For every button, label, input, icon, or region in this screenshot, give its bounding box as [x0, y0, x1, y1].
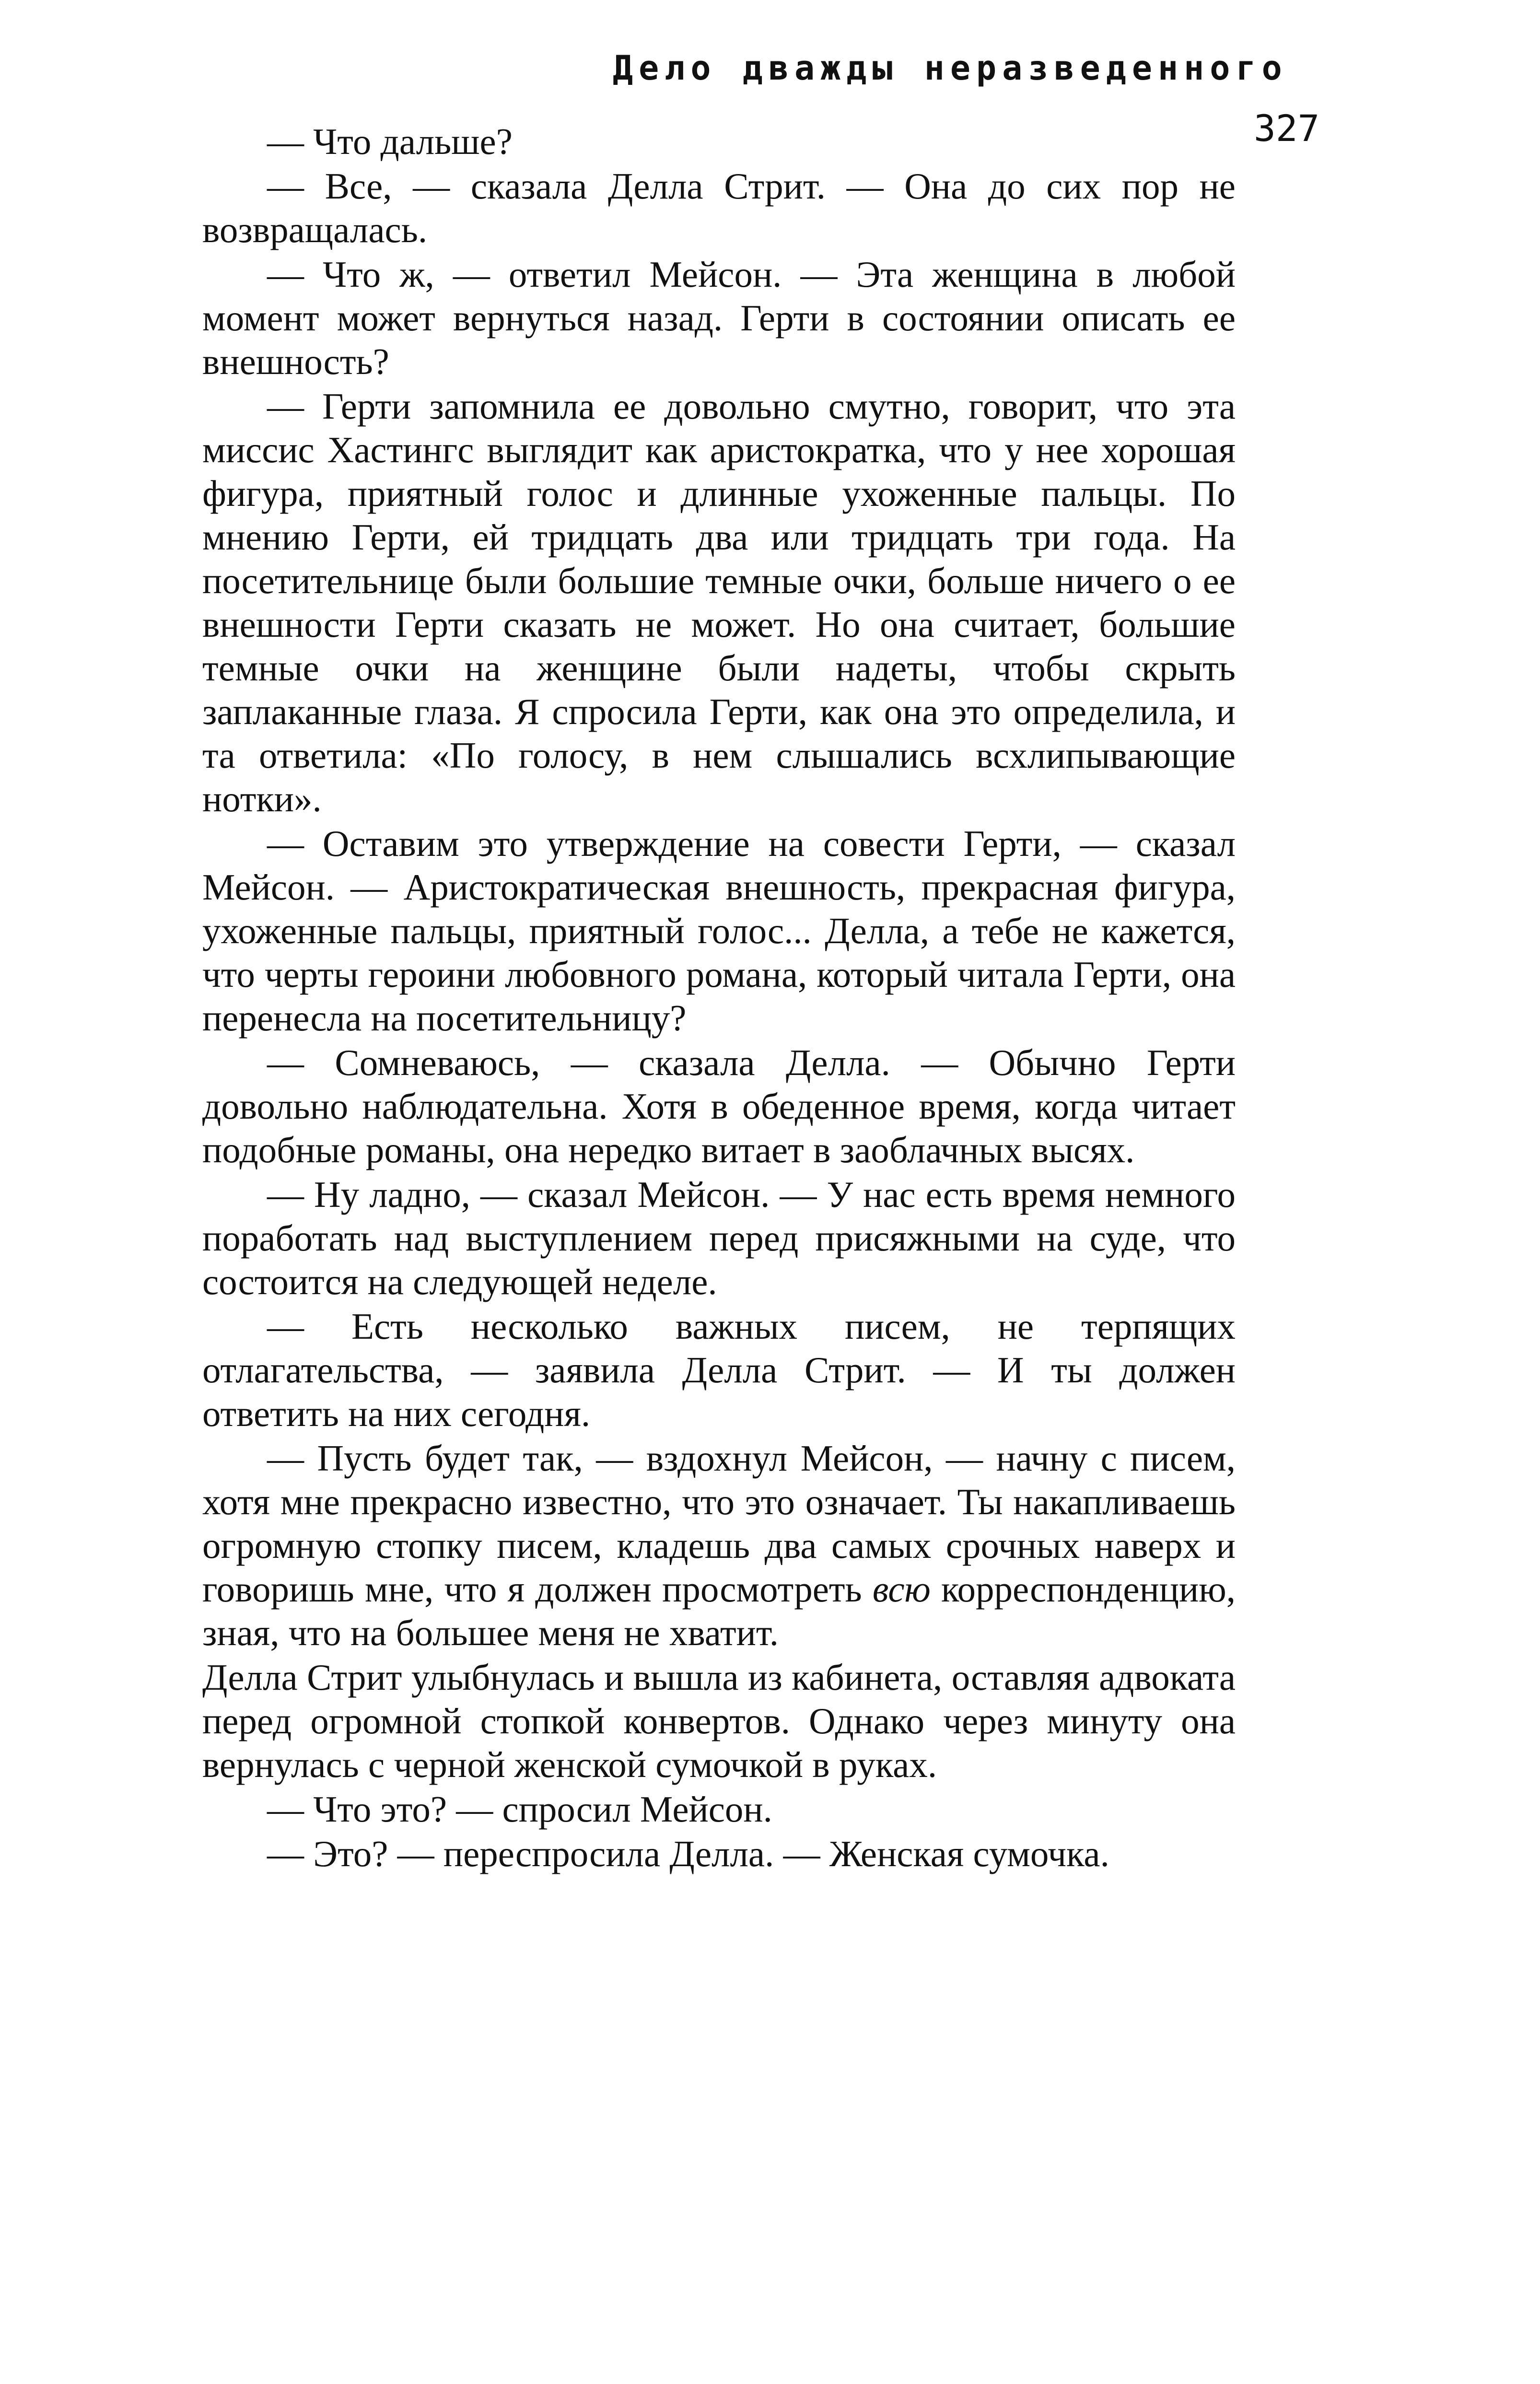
- italic-emphasis: всю: [872, 1568, 931, 1610]
- paragraph: — Что ж, — ответил Мейсон. — Эта женщина в любой момент может вернуться назад. Герти в состоянии описать ее внешность?: [202, 254, 1236, 382]
- paragraph: — Герти запомнила ее довольно смутно, говорит, что эта миссис Хастингс выглядит как аристократка, что у нее хорошая фигура, приятный голос и длинные ухоженные пальцы. По мнению Герти, ей тридцать два или тридцать три года. На посетительнице были большие темные очки, больше ничего о ее внешности Герти сказать не может. Но она считает, большие темные очки на женщине были надеты, чтобы скрыть заплаканные глаза. Я спросила Герти, как она это определила, и та ответила: «По голосу, в нем слышались всхлипывающие нотки».: [202, 386, 1236, 819]
- paragraph: — Это? — переспросила Делла. — Женская сумочка.: [267, 1833, 1109, 1874]
- paragraph: — Что дальше?: [267, 121, 513, 162]
- paragraph: Делла Стрит улыбнулась и вышла из кабинета, оставляя адвоката перед огромной стопкой конвертов. Однако через минуту она вернулась с черной женской сумочкой в руках.: [202, 1657, 1236, 1785]
- paragraph: [202, 1437, 1236, 1655]
- page-number: 327: [1254, 107, 1320, 150]
- body-text: [202, 120, 1236, 1877]
- paragraph-text-after-italic: корреспонденцию, зная, что на большее меня не хватит.: [202, 1568, 1236, 1653]
- paragraph: — Ну ладно, — сказал Мейсон. — У нас есть время немного поработать над выступлением перед присяжными на суде, что состоится на следующей неделе.: [202, 1174, 1236, 1302]
- paragraph: — Есть несколько важных писем, не терпящих отлагательства, — заявила Делла Стрит. — И ты должен ответить на них сегодня.: [202, 1306, 1236, 1434]
- paragraph: — Оставим это утверждение на совести Герти, — сказал Мейсон. — Аристократическая внешность, прекрасная фигура, ухоженные пальцы, приятный голос... Делла, а тебе не кажется, что черты героини любовного романа, который читала Герти, она перенесла на посетительницу?: [202, 823, 1236, 1039]
- paragraph: — Сомневаюсь, — сказала Делла. — Обычно Герти довольно наблюдательна. Хотя в обеденное время, когда читает подобные романы, она нередко витает в заоблачных высях.: [202, 1042, 1236, 1170]
- paragraph: — Все, — сказала Делла Стрит. — Она до сих пор не возвращалась.: [202, 165, 1236, 250]
- paragraph-text-before-italic: — Пусть будет так, — вздохнул Мейсон, — начну с писем, хотя мне прекрасно известно, что это означает. Ты накапливаешь огромную стопку писем, кладешь два самых срочных наверх и говоришь мне, что я должен просмотреть: [202, 1437, 1236, 1610]
- running-title: Дело дважды неразведенного: [613, 48, 1288, 88]
- paragraph: — Что это? — спросил Мейсон.: [267, 1788, 772, 1830]
